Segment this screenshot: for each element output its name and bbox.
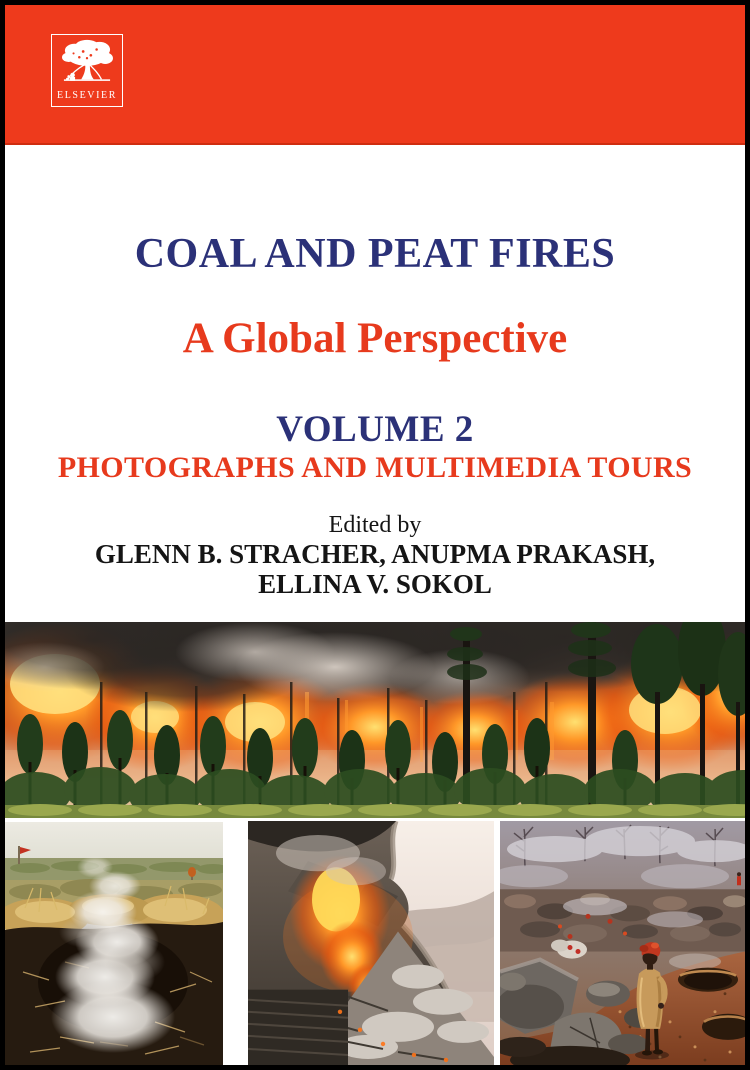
edited-by-label: Edited by [328, 512, 422, 538]
book-subtitle: A Global Perspective [182, 315, 568, 362]
peat-fire-image [5, 822, 223, 1065]
editors-line-1: GLENN B. STRACHER, ANUPMA PRAKASH, [94, 539, 656, 569]
publisher-name: ELSEVIER [56, 90, 118, 101]
burning-cliff-photo [248, 821, 494, 1065]
coalfield-overlook-photo [500, 821, 745, 1065]
publisher-banner [5, 5, 745, 145]
title-block [5, 145, 745, 622]
volume-subtitle: PHOTOGRAPHS AND MULTIMEDIA TOURS [57, 451, 693, 484]
editors-line-2: ELLINA V. SOKOL [258, 569, 492, 599]
peat-fire-photo [5, 822, 223, 1065]
burning-cliff-image [248, 821, 494, 1065]
elsevier-logo [51, 34, 123, 107]
coalfield-overlook-image [500, 821, 745, 1065]
elsevier-tree-icon [57, 38, 117, 88]
forest-fire-panorama-photo [5, 622, 745, 818]
volume-label: VOLUME 2 [276, 409, 474, 450]
book-title: COAL AND PEAT FIRES [134, 231, 616, 277]
forest-fire-panorama-image [5, 622, 745, 818]
grass-strip [5, 804, 745, 818]
